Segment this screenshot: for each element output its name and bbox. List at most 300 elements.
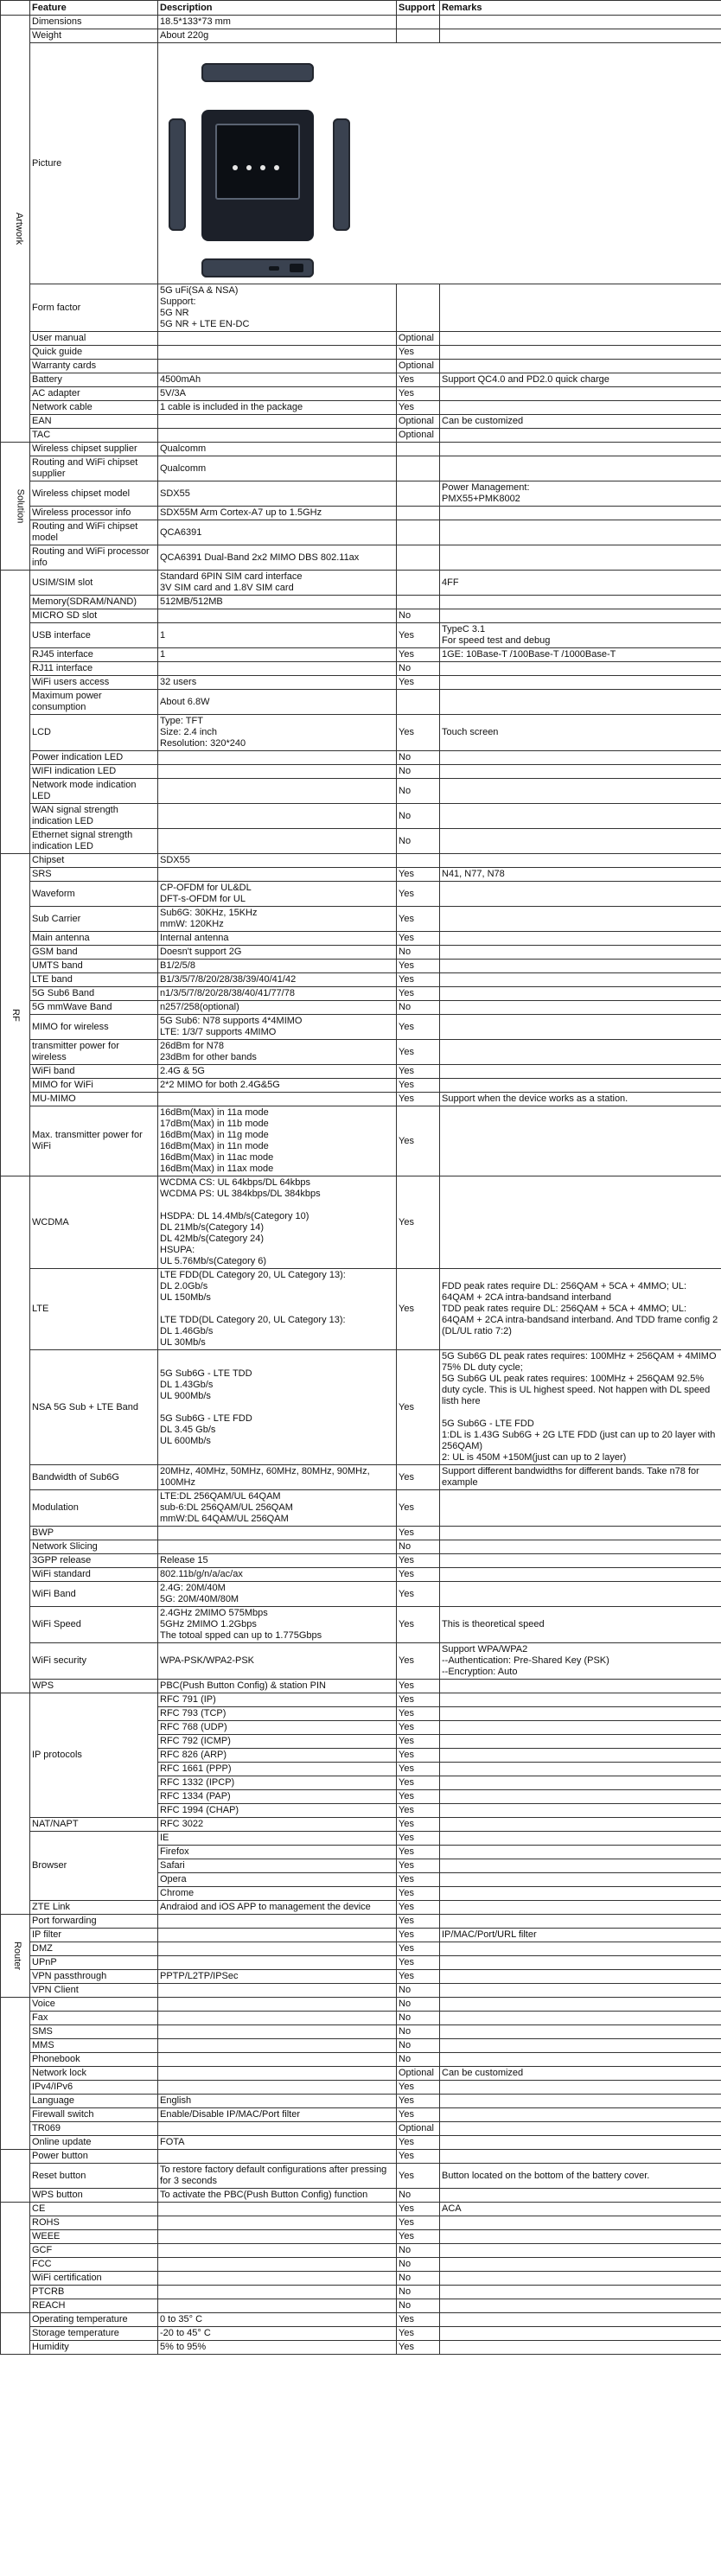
feature-cell: Browser: [30, 1832, 158, 1901]
table-row: [1, 520, 721, 545]
description-cell: WCDMA CS: UL 64kbps/DL 64kbps WCDMA PS: UL 384kbps/DL 384kbps HSDPA: DL 14.4Mb/s(Category 10) DL 21Mb/s(Category 14) DL 42Mb/s(Category 24) HSUPA: UL 5.76Mb/s(Category 6): [158, 1176, 397, 1269]
feature-cell: Dimensions: [30, 16, 158, 29]
header-description: Description: [158, 1, 397, 16]
support-cell: Yes: [397, 2327, 440, 2341]
feature-cell: USB interface: [30, 623, 158, 648]
table-row: [1, 401, 721, 415]
remarks-cell: [440, 2122, 721, 2136]
table-row: [1, 1582, 721, 1607]
table-row: [1, 1350, 721, 1465]
section-label: [1, 2313, 30, 2355]
description-cell: [158, 1527, 397, 1540]
table-row: [1, 1269, 721, 1350]
feature-cell: Network Slicing: [30, 1540, 158, 1554]
support-cell: [397, 507, 440, 520]
remarks-cell: 4FF: [440, 571, 721, 596]
support-cell: Yes: [397, 1929, 440, 1942]
remarks-cell: [440, 987, 721, 1001]
table-row: [1, 2039, 721, 2053]
support-cell: Yes: [397, 907, 440, 932]
remarks-cell: [440, 804, 721, 829]
description-cell: [158, 1093, 397, 1106]
table-row: [1, 623, 721, 648]
feature-cell: Sub Carrier: [30, 907, 158, 932]
description-cell: [158, 2203, 397, 2216]
table-row: [1, 2341, 721, 2355]
description-cell: PBC(Push Button Config) & station PIN: [158, 1680, 397, 1693]
remarks-cell: [440, 1998, 721, 2012]
feature-cell: Ethernet signal strength indication LED: [30, 829, 158, 854]
feature-cell: Picture: [30, 43, 158, 284]
description-cell: [158, 2081, 397, 2095]
table-row: [1, 1915, 721, 1929]
feature-cell: WiFi security: [30, 1643, 158, 1680]
support-cell: Optional: [397, 415, 440, 429]
remarks-cell: [440, 1735, 721, 1749]
remarks-cell: [440, 690, 721, 715]
support-cell: Yes: [397, 1832, 440, 1846]
section-label: [1, 1693, 30, 1915]
support-cell: Yes: [397, 2341, 440, 2355]
table-row: [1, 507, 721, 520]
table-row: [1, 1998, 721, 2012]
support-cell: Yes: [397, 932, 440, 946]
header-row: [1, 1, 721, 16]
remarks-cell: [440, 1859, 721, 1873]
support-cell: Yes: [397, 373, 440, 387]
feature-cell: WiFi users access: [30, 676, 158, 690]
section-label-text: Artwork: [14, 212, 25, 245]
remarks-cell: [440, 2025, 721, 2039]
table-row: [1, 907, 721, 932]
description-cell: 18.5*133*73 mm: [158, 16, 397, 29]
remarks-cell: [440, 16, 721, 29]
remarks-cell: Button located on the bottom of the battery cover.: [440, 2164, 721, 2189]
support-cell: Optional: [397, 332, 440, 346]
feature-cell: VPN Client: [30, 1984, 158, 1998]
table-row: [1, 2299, 721, 2313]
support-cell: [397, 596, 440, 609]
table-row: [1, 360, 721, 373]
remarks-cell: [440, 1106, 721, 1176]
support-cell: Yes: [397, 2164, 440, 2189]
feature-cell: Reset button: [30, 2164, 158, 2189]
table-row: [1, 946, 721, 960]
feature-cell: 3GPP release: [30, 1554, 158, 1568]
table-row: [1, 2313, 721, 2327]
feature-cell: WAN signal strength indication LED: [30, 804, 158, 829]
feature-cell: 5G mmWave Band: [30, 1001, 158, 1015]
table-row: [1, 1568, 721, 1582]
feature-cell: Power button: [30, 2150, 158, 2164]
remarks-cell: [440, 429, 721, 443]
table-row: [1, 882, 721, 907]
support-cell: No: [397, 2272, 440, 2286]
feature-cell: Routing and WiFi chipset supplier: [30, 456, 158, 481]
table-row: [1, 1465, 721, 1490]
support-cell: Yes: [397, 1942, 440, 1956]
device-right-side: [333, 118, 350, 231]
remarks-cell: [440, 1527, 721, 1540]
section-label: [1, 2150, 30, 2203]
description-cell: [158, 332, 397, 346]
support-cell: [397, 16, 440, 29]
description-cell: 5G Sub6G - LTE TDD DL 1.43Gb/s UL 900Mb/s 5G Sub6G - LTE FDD DL 3.45 Gb/s UL 600Mb/s: [158, 1350, 397, 1465]
description-cell: [158, 829, 397, 854]
description-cell: 2.4G & 5G: [158, 1065, 397, 1079]
table-row: [1, 1680, 721, 1693]
description-cell: To restore factory default configurations after pressing for 3 seconds: [158, 2164, 397, 2189]
support-cell: Yes: [397, 1846, 440, 1859]
description-cell: To activate the PBC(Push Button Config) function: [158, 2189, 397, 2203]
remarks-cell: [440, 932, 721, 946]
remarks-cell: [440, 2216, 721, 2230]
support-cell: Yes: [397, 1693, 440, 1707]
feature-cell: Weight: [30, 29, 158, 43]
description-cell: RFC 1332 (IPCP): [158, 1776, 397, 1790]
remarks-cell: [440, 2299, 721, 2313]
table-row: [1, 676, 721, 690]
description-cell: 2.4G: 20M/40M 5G: 20M/40M/80M: [158, 1582, 397, 1607]
description-cell: B1/2/5/8: [158, 960, 397, 973]
support-cell: [397, 456, 440, 481]
remarks-cell: [440, 346, 721, 360]
feature-cell: IP filter: [30, 1929, 158, 1942]
table-row: [1, 1607, 721, 1643]
table-row: [1, 571, 721, 596]
table-row: [1, 373, 721, 387]
description-cell: FOTA: [158, 2136, 397, 2150]
support-cell: [397, 520, 440, 545]
support-cell: Yes: [397, 1465, 440, 1490]
description-cell: [158, 1929, 397, 1942]
section-label-text: RF: [10, 1008, 21, 1022]
remarks-cell: IP/MAC/Port/URL filter: [440, 1929, 721, 1942]
remarks-cell: [440, 596, 721, 609]
device-status-dot: [233, 165, 238, 170]
feature-cell: ZTE Link: [30, 1901, 158, 1915]
description-cell: Release 15: [158, 1554, 397, 1568]
feature-cell: MICRO SD slot: [30, 609, 158, 623]
description-cell: n1/3/5/7/8/20/28/38/40/41/77/78: [158, 987, 397, 1001]
description-cell: English: [158, 2095, 397, 2108]
feature-cell: transmitter power for wireless: [30, 1040, 158, 1065]
description-cell: 20MHz, 40MHz, 50MHz, 60MHz, 80MHz, 90MHz, 100MHz: [158, 1465, 397, 1490]
description-cell: LTE FDD(DL Category 20, UL Category 13): DL 2.0Gb/s UL 150Mb/s LTE TDD(DL Category 20, UL Category 13): DL 1.46Gb/s UL 30Mb/s: [158, 1269, 397, 1350]
support-cell: No: [397, 2244, 440, 2258]
description-cell: n257/258(optional): [158, 1001, 397, 1015]
remarks-cell: [440, 387, 721, 401]
usb-port: [269, 266, 279, 271]
table-row: [1, 932, 721, 946]
support-cell: No: [397, 804, 440, 829]
table-row: [1, 2244, 721, 2258]
description-cell: 5V/3A: [158, 387, 397, 401]
description-cell: Qualcomm: [158, 456, 397, 481]
feature-cell: VPN passthrough: [30, 1970, 158, 1984]
support-cell: Yes: [397, 1790, 440, 1804]
support-cell: Yes: [397, 1956, 440, 1970]
remarks-cell: [440, 1956, 721, 1970]
support-cell: No: [397, 2286, 440, 2299]
support-cell: Yes: [397, 1859, 440, 1873]
remarks-cell: [440, 1970, 721, 1984]
description-cell: [158, 2039, 397, 2053]
remarks-cell: [440, 443, 721, 456]
description-cell: [158, 429, 397, 443]
support-cell: Yes: [397, 1040, 440, 1065]
feature-cell: Main antenna: [30, 932, 158, 946]
support-cell: No: [397, 765, 440, 779]
remarks-cell: [440, 946, 721, 960]
remarks-cell: [440, 829, 721, 854]
header-category: [1, 1, 30, 16]
table-row: [1, 2081, 721, 2095]
table-row: [1, 284, 721, 332]
section-label: [1, 443, 30, 571]
support-cell: Yes: [397, 2108, 440, 2122]
feature-cell: WiFi Speed: [30, 1607, 158, 1643]
feature-cell: Language: [30, 2095, 158, 2108]
support-cell: Yes: [397, 1707, 440, 1721]
feature-cell: BWP: [30, 1527, 158, 1540]
support-cell: [397, 545, 440, 571]
feature-cell: LCD: [30, 715, 158, 751]
feature-cell: Power indication LED: [30, 751, 158, 765]
support-cell: Optional: [397, 429, 440, 443]
remarks-cell: [440, 29, 721, 43]
description-cell: Enable/Disable IP/MAC/Port filter: [158, 2108, 397, 2122]
table-row: [1, 1956, 721, 1970]
feature-cell: WCDMA: [30, 1176, 158, 1269]
support-cell: [397, 443, 440, 456]
table-row: [1, 346, 721, 360]
feature-cell: Wireless processor info: [30, 507, 158, 520]
description-cell: 16dBm(Max) in 11a mode 17dBm(Max) in 11b mode 16dBm(Max) in 11g mode 16dBm(Max) in 11n mode 16dBm(Max) in 11ac mode 16dBm(Max) in 11ax mode: [158, 1106, 397, 1176]
feature-cell: MIMO for wireless: [30, 1015, 158, 1040]
support-cell: [397, 571, 440, 596]
remarks-cell: [440, 1901, 721, 1915]
header-support: Support: [397, 1, 440, 16]
table-row: [1, 545, 721, 571]
description-cell: Sub6G: 30KHz, 15KHz mmW: 120KHz: [158, 907, 397, 932]
support-cell: Yes: [397, 2313, 440, 2327]
feature-cell: Modulation: [30, 1490, 158, 1527]
table-row: [1, 2122, 721, 2136]
support-cell: No: [397, 1998, 440, 2012]
remarks-cell: [440, 401, 721, 415]
support-cell: No: [397, 662, 440, 676]
support-cell: Yes: [397, 2081, 440, 2095]
remarks-cell: 5G Sub6G DL peak rates requires: 100MHz + 256QAM + 4MIMO 75% DL duty cycle; 5G Sub6G UL peak rates requires: 100MHz + 256QAM 92.5% duty cycle. This is UL highest speed. Not happen with DL speed listh here 5G Sub6G - LTE FDD 1:DL is 1.43G Sub6G + 2G LTE FDD (just can up to 20 layer with 256QAM) 2: UL is 450M +150M(just can up to 2 layer): [440, 1350, 721, 1465]
table-row: [1, 1040, 721, 1065]
remarks-cell: [440, 662, 721, 676]
remarks-cell: [440, 1001, 721, 1015]
description-cell: Safari: [158, 1859, 397, 1873]
support-cell: Yes: [397, 346, 440, 360]
support-cell: [397, 284, 440, 332]
table-row: [1, 2203, 721, 2216]
support-cell: Yes: [397, 1776, 440, 1790]
table-row: [1, 1106, 721, 1176]
table-row: [1, 2327, 721, 2341]
description-cell: [158, 2244, 397, 2258]
support-cell: Yes: [397, 1582, 440, 1607]
support-cell: Yes: [397, 1818, 440, 1832]
support-cell: Yes: [397, 1804, 440, 1818]
section-label-text: Router: [12, 1941, 23, 1971]
remarks-cell: [440, 2081, 721, 2095]
table-row: [1, 1540, 721, 1554]
remarks-cell: [440, 507, 721, 520]
support-cell: [397, 481, 440, 507]
description-cell: 26dBm for N78 23dBm for other bands: [158, 1040, 397, 1065]
support-cell: No: [397, 2053, 440, 2067]
support-cell: Yes: [397, 1915, 440, 1929]
table-row: [1, 2216, 721, 2230]
feature-cell: WiFi Band: [30, 1582, 158, 1607]
section-label: [1, 571, 30, 854]
description-cell: About 6.8W: [158, 690, 397, 715]
table-row: [1, 868, 721, 882]
remarks-cell: [440, 1693, 721, 1707]
support-cell: Yes: [397, 648, 440, 662]
description-cell: [158, 360, 397, 373]
remarks-cell: 1GE: 10Base-T /100Base-T /1000Base-T: [440, 648, 721, 662]
support-cell: Yes: [397, 1607, 440, 1643]
remarks-cell: [440, 1582, 721, 1607]
table-row: [1, 648, 721, 662]
description-cell: [158, 2053, 397, 2067]
feature-cell: Firewall switch: [30, 2108, 158, 2122]
table-row: [1, 1015, 721, 1040]
remarks-cell: [440, 609, 721, 623]
description-cell: [158, 779, 397, 804]
support-cell: Yes: [397, 2095, 440, 2108]
support-cell: Yes: [397, 2203, 440, 2216]
remarks-cell: [440, 1887, 721, 1901]
support-cell: [397, 29, 440, 43]
remarks-cell: [440, 2095, 721, 2108]
table-row: [1, 1970, 721, 1984]
description-cell: RFC 1334 (PAP): [158, 1790, 397, 1804]
support-cell: Yes: [397, 960, 440, 973]
table-row: [1, 2150, 721, 2164]
table-row: [1, 1065, 721, 1079]
remarks-cell: Support WPA/WPA2 --Authentication: Pre-Shared Key (PSK) --Encryption: Auto: [440, 1643, 721, 1680]
description-cell: RFC 1661 (PPP): [158, 1763, 397, 1776]
feature-cell: RJ11 interface: [30, 662, 158, 676]
description-cell: 2.4GHz 2MIMO 575Mbps 5GHz 2MIMO 1.2Gbps The totoal spped can up to 1.775Gbps: [158, 1607, 397, 1643]
remarks-cell: [440, 2258, 721, 2272]
device-status-dot: [246, 165, 252, 170]
description-cell: 5G uFi(SA & NSA) Support: 5G NR 5G NR + LTE EN-DC: [158, 284, 397, 332]
table-row: [1, 715, 721, 751]
description-cell: 5G Sub6: N78 supports 4*4MIMO LTE: 1/3/7 supports 4MIMO: [158, 1015, 397, 1040]
remarks-cell: [440, 2341, 721, 2355]
description-cell: 1: [158, 623, 397, 648]
description-cell: [158, 662, 397, 676]
device-screen: [215, 124, 300, 200]
description-cell: B1/3/5/7/8/20/28/38/39/40/41/42: [158, 973, 397, 987]
support-cell: No: [397, 609, 440, 623]
remarks-cell: ACA: [440, 2203, 721, 2216]
table-row: [1, 2189, 721, 2203]
support-cell: Yes: [397, 987, 440, 1001]
support-cell: No: [397, 1540, 440, 1554]
description-cell: PPTP/L2TP/IPSec: [158, 1970, 397, 1984]
remarks-cell: [440, 779, 721, 804]
support-cell: No: [397, 1001, 440, 1015]
description-cell: CP-OFDM for UL&DL DFT-s-OFDM for UL: [158, 882, 397, 907]
support-cell: Yes: [397, 1176, 440, 1269]
support-cell: Yes: [397, 401, 440, 415]
description-cell: [158, 868, 397, 882]
support-cell: No: [397, 2258, 440, 2272]
description-cell: 1 cable is included in the package: [158, 401, 397, 415]
table-row: [1, 596, 721, 609]
description-cell: [158, 2299, 397, 2313]
feature-cell: MMS: [30, 2039, 158, 2053]
feature-cell: Phonebook: [30, 2053, 158, 2067]
feature-cell: Voice: [30, 1998, 158, 2012]
feature-cell: Humidity: [30, 2341, 158, 2355]
description-cell: SDX55M Arm Cortex-A7 up to 1.5GHz: [158, 507, 397, 520]
remarks-cell: [440, 1984, 721, 1998]
remarks-cell: [440, 1832, 721, 1846]
support-cell: Yes: [397, 1079, 440, 1093]
table-row: [1, 415, 721, 429]
table-row: [1, 1079, 721, 1093]
feature-cell: Battery: [30, 373, 158, 387]
support-cell: Yes: [397, 1721, 440, 1735]
header-feature: Feature: [30, 1, 158, 16]
device-top-view: [201, 63, 314, 82]
feature-cell: Bandwidth of Sub6G: [30, 1465, 158, 1490]
feature-cell: Wireless chipset model: [30, 481, 158, 507]
support-cell: No: [397, 751, 440, 765]
table-row: [1, 429, 721, 443]
table-row: [1, 456, 721, 481]
description-cell: Standard 6PIN SIM card interface 3V SIM card and 1.8V SIM card: [158, 571, 397, 596]
feature-cell: Memory(SDRAM/NAND): [30, 596, 158, 609]
table-row: [1, 1490, 721, 1527]
description-cell: RFC 826 (ARP): [158, 1749, 397, 1763]
description-cell: SDX55: [158, 481, 397, 507]
remarks-cell: Support QC4.0 and PD2.0 quick charge: [440, 373, 721, 387]
feature-cell: Port forwarding: [30, 1915, 158, 1929]
remarks-cell: This is theoretical speed: [440, 1607, 721, 1643]
support-cell: Yes: [397, 1350, 440, 1465]
feature-cell: Wireless chipset supplier: [30, 443, 158, 456]
feature-cell: USIM/SIM slot: [30, 571, 158, 596]
support-cell: Optional: [397, 2122, 440, 2136]
table-row: [1, 2258, 721, 2272]
description-cell: [158, 2258, 397, 2272]
description-cell: [158, 804, 397, 829]
table-row: [1, 2272, 721, 2286]
description-cell: Opera: [158, 1873, 397, 1887]
description-cell: -20 to 45° C: [158, 2327, 397, 2341]
table-row: [1, 2286, 721, 2299]
remarks-cell: Can be customized: [440, 2067, 721, 2081]
device-status-dot: [274, 165, 279, 170]
feature-cell: Storage temperature: [30, 2327, 158, 2341]
support-cell: Yes: [397, 1527, 440, 1540]
section-label: [1, 1998, 30, 2150]
description-cell: LTE:DL 256QAM/UL 64QAM sub-6:DL 256QAM/UL 256QAM mmW:DL 64QAM/UL 256QAM: [158, 1490, 397, 1527]
description-cell: [158, 415, 397, 429]
